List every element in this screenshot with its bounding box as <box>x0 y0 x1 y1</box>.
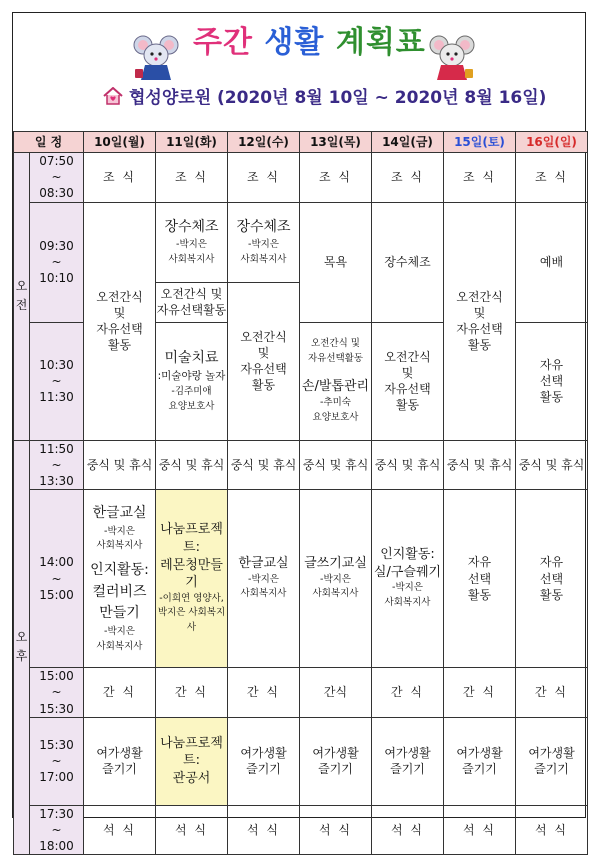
activity-cell: 장수체조 -박지은 사회복지사 <box>228 202 300 282</box>
row-morning-1 <box>14 202 588 282</box>
period-pm: 오 후 <box>14 440 30 855</box>
time-cell: 15:00 ~ 15:30 <box>30 668 84 718</box>
activity-cell: 간 식 <box>444 668 516 718</box>
activity-cell: 여가생활 즐기기 <box>228 717 300 805</box>
activity-cell: 한글교실 -박지은 사회복지사 <box>228 490 300 668</box>
activity-cell: 인지활동: 실/구슬꿰기 -박지은 사회복지사 <box>372 490 444 668</box>
activity-cell: 예배 <box>516 202 588 322</box>
activity-cell: 간 식 <box>84 668 156 718</box>
schedule-table <box>13 131 588 855</box>
schedule-table-wrap <box>13 131 588 855</box>
activity-cell: 한글교실 -박지은 사회복지사 인지활동: 컬러비즈 만들기 -박지은 사회복지사 <box>84 490 156 668</box>
activity-cell: 미술치료 :미술야랑 놀자 -김주미애 요양보호사 <box>156 322 228 440</box>
activity-cell: 간 식 <box>228 668 300 718</box>
activity-cell: 오전간식 및 자유선택 활동 <box>228 282 300 440</box>
title-row <box>13 13 587 73</box>
mouse-mascot-icon <box>427 35 477 85</box>
activity-cell: 여가생활 즐기기 <box>516 717 588 805</box>
activity-cell: 조 식 <box>228 153 300 203</box>
activity-cell: 간 식 <box>516 668 588 718</box>
activity-cell: 오전간식 및 자유선택활동 <box>156 282 228 322</box>
header-label: 일 정 <box>14 132 84 153</box>
activity-cell: 조 식 <box>84 153 156 203</box>
time-cell: 07:50 ~ 08:30 <box>30 153 84 203</box>
activity-cell: 석 식 <box>84 805 156 855</box>
activity-cell: 석 식 <box>516 805 588 855</box>
header-day: 13일(목) <box>300 132 372 153</box>
header-day: 10일(월) <box>84 132 156 153</box>
activity-cell: 석 식 <box>300 805 372 855</box>
activity-cell: 오전간식 및 자유선택활동 손/발톱관리 -추미숙 요양보호사 <box>300 322 372 440</box>
activity-cell: 석 식 <box>372 805 444 855</box>
activity-cell: 중식 및 휴식 <box>444 440 516 490</box>
home-icon <box>103 87 123 110</box>
header-day-sunday: 16일(일) <box>516 132 588 153</box>
subtitle <box>103 83 547 111</box>
activity-cell: 조 식 <box>156 153 228 203</box>
header-day-saturday: 15일(토) <box>444 132 516 153</box>
row-dinner <box>14 805 588 855</box>
activity-cell-highlight: 나눔프로젝트: 레몬청만들기 -이희연 영양사, 박지은 사회복지사 <box>156 490 228 668</box>
activity-cell: 오전간식 및 자유선택 활동 <box>372 322 444 440</box>
activity-cell: 석 식 <box>228 805 300 855</box>
activity-cell: 목욕 <box>300 202 372 322</box>
activity-cell: 여가생활 즐기기 <box>300 717 372 805</box>
activity-cell: 글쓰기교실 -박지은 사회복지사 <box>300 490 372 668</box>
time-cell: 11:50 ~ 13:30 <box>30 440 84 490</box>
row-lunch <box>14 440 588 490</box>
period-am: 오 전 <box>14 153 30 441</box>
activity-cell: 간식 <box>300 668 372 718</box>
activity-cell: 간 식 <box>372 668 444 718</box>
header-day: 11일(화) <box>156 132 228 153</box>
time-cell: 17:30 ~ 18:00 <box>30 805 84 855</box>
activity-cell: 석 식 <box>444 805 516 855</box>
time-cell: 15:30 ~ 17:00 <box>30 717 84 805</box>
activity-cell: 여가생활 즐기기 <box>372 717 444 805</box>
activity-cell: 자유 선택 활동 <box>516 490 588 668</box>
row-snack <box>14 668 588 718</box>
header-day: 14일(금) <box>372 132 444 153</box>
activity-cell: 중식 및 휴식 <box>516 440 588 490</box>
activity-cell: 석 식 <box>156 805 228 855</box>
activity-cell: 장수체조 <box>372 202 444 322</box>
activity-cell-highlight: 나눔프로젝트: 관공서 <box>156 717 228 805</box>
activity-cell: 중식 및 휴식 <box>228 440 300 490</box>
activity-cell: 조 식 <box>444 153 516 203</box>
activity-cell: 조 식 <box>372 153 444 203</box>
row-leisure <box>14 717 588 805</box>
activity-cell: 오전간식 및 자유선택 활동 <box>444 202 516 440</box>
time-cell: 14:00 ~ 15:00 <box>30 490 84 668</box>
header-row <box>14 132 588 153</box>
mouse-mascot-icon <box>131 35 181 85</box>
activity-cell: 중식 및 휴식 <box>84 440 156 490</box>
activity-cell: 장수체조 -박지은 사회복지사 <box>156 202 228 282</box>
schedule-frame <box>12 12 586 854</box>
header-day: 12일(수) <box>228 132 300 153</box>
activity-cell: 자유 선택 활동 <box>516 322 588 440</box>
time-cell: 10:30 ~ 11:30 <box>30 322 84 440</box>
activity-cell: 중식 및 휴식 <box>300 440 372 490</box>
row-breakfast <box>14 153 588 203</box>
row-afternoon <box>14 490 588 668</box>
activity-cell: 자유 선택 활동 <box>444 490 516 668</box>
activity-cell: 중식 및 휴식 <box>156 440 228 490</box>
activity-cell: 중식 및 휴식 <box>372 440 444 490</box>
page-title: 주간 생활 계획표 <box>193 25 426 60</box>
activity-cell: 조 식 <box>300 153 372 203</box>
activity-cell: 간 식 <box>156 668 228 718</box>
time-cell: 09:30 ~ 10:10 <box>30 202 84 322</box>
activity-cell: 여가생활 즐기기 <box>84 717 156 805</box>
activity-cell: 조 식 <box>516 153 588 203</box>
activity-cell: 오전간식 및 자유선택 활동 <box>84 202 156 440</box>
activity-cell: 여가생활 즐기기 <box>444 717 516 805</box>
subtitle-text: 협성양로원 (2020년 8월 10일 ~ 2020년 8월 16일) <box>129 88 547 108</box>
